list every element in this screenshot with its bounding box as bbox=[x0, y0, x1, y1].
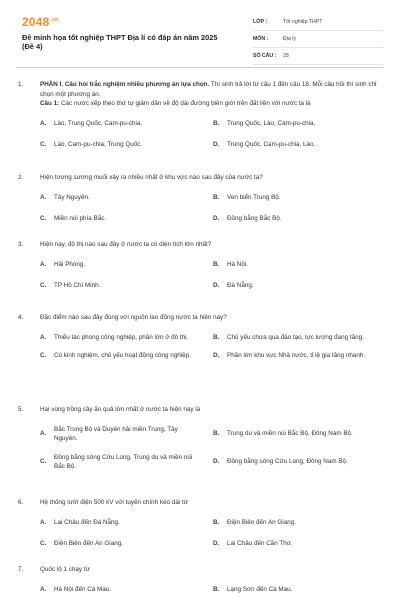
question-1 bbox=[18, 80, 384, 150]
option-a[interactable] bbox=[40, 425, 213, 444]
question-text: Hai vùng trồng cây ăn quả lớn nhất ở nước ta hiện nay là bbox=[40, 406, 201, 413]
option-b[interactable] bbox=[213, 518, 386, 528]
option-text: Đà Nẵng. bbox=[227, 282, 254, 289]
option-letter: B. bbox=[213, 430, 220, 438]
info-label: MÔN : bbox=[253, 36, 269, 42]
option-letter: A. bbox=[40, 260, 47, 268]
option-d[interactable] bbox=[213, 351, 386, 361]
logo-tld: .vn bbox=[50, 17, 59, 23]
question-number: 6. bbox=[18, 499, 24, 506]
question-2 bbox=[18, 173, 384, 224]
option-d[interactable] bbox=[213, 539, 386, 549]
question-header bbox=[18, 313, 384, 323]
question-4 bbox=[18, 313, 384, 361]
part-intro: Thí sinh trả lời từ câu 1 đến câu 18. Mỗi câu hỏi thí sinh chỉ chọn một phương án. bbox=[40, 81, 377, 98]
option-letter: A. bbox=[40, 430, 47, 438]
options-grid bbox=[18, 518, 384, 549]
option-text: Đồng bằng Bắc Bộ. bbox=[227, 215, 282, 222]
option-a[interactable] bbox=[40, 585, 213, 595]
question-text: Hiện tượng sương muối xảy ra nhiều nhất ở khu vực nào sau đây của nước ta? bbox=[40, 174, 263, 181]
options-grid bbox=[18, 193, 384, 224]
option-a[interactable] bbox=[40, 260, 213, 270]
options-grid bbox=[18, 260, 384, 291]
option-c[interactable] bbox=[40, 214, 213, 224]
option-letter: C. bbox=[40, 141, 47, 148]
option-letter: D. bbox=[213, 215, 220, 222]
question-text: Các nước xếp theo thứ tự giảm dần về độ dài đường biên giới trên đất liền với nước ta là bbox=[59, 100, 311, 107]
option-text: Trung Quốc, Cam-pu-chia, Lào. bbox=[227, 141, 316, 148]
option-text: Lạng Sơn đến Cà Mau. bbox=[227, 585, 293, 593]
question-number: 4. bbox=[18, 314, 24, 321]
option-letter: C. bbox=[40, 352, 47, 359]
question-number: 5. bbox=[18, 406, 24, 413]
option-d[interactable] bbox=[213, 140, 386, 150]
option-a[interactable] bbox=[40, 333, 213, 343]
option-letter: C. bbox=[40, 458, 47, 466]
question-text: Đặc điểm nào sau đây đúng với nguồn lao động nước ta hiện nay? bbox=[40, 314, 227, 321]
question-5 bbox=[18, 405, 384, 472]
option-text: Đồng bằng sông Cửu Long, Trung du và miền núi Bắc Bộ. bbox=[54, 453, 193, 470]
question-number: 7. bbox=[18, 566, 24, 573]
option-c[interactable] bbox=[40, 140, 213, 150]
site-logo[interactable] bbox=[22, 15, 58, 29]
option-c[interactable] bbox=[40, 453, 213, 472]
info-label: SỐ CÂU : bbox=[253, 53, 277, 59]
option-letter: C. bbox=[40, 215, 47, 222]
question-text: Hiện nay, đô thị nào sau đây ở nước ta có diện tích lớn nhất? bbox=[40, 241, 212, 248]
question-header bbox=[18, 80, 384, 109]
info-value: Tốt nghiệp THPT bbox=[283, 19, 323, 25]
option-a[interactable] bbox=[40, 119, 213, 129]
question-header bbox=[18, 240, 384, 250]
info-value: 28 bbox=[283, 53, 289, 59]
option-letter: A. bbox=[40, 333, 47, 341]
option-c[interactable] bbox=[40, 281, 213, 291]
option-text: Ven biển Trung Bộ. bbox=[227, 193, 281, 201]
option-text: Đồng bằng sông Cửu Long, Đông Nam Bộ. bbox=[227, 458, 348, 466]
option-d[interactable] bbox=[213, 453, 386, 472]
question-header bbox=[18, 405, 384, 415]
question-body bbox=[40, 80, 384, 109]
option-letter: D. bbox=[213, 282, 220, 289]
info-row-subject bbox=[253, 31, 383, 48]
part-title: PHẦN I. Câu hỏi trắc nghiệm nhiều phương án lựa chọn. bbox=[40, 81, 210, 88]
option-text: Lào, Trung Quốc, Cam-pu-chia. bbox=[54, 119, 143, 127]
option-letter: D. bbox=[213, 352, 220, 359]
option-text: Có kinh nghiệm, chủ yếu hoạt động công nghiệp. bbox=[54, 352, 191, 359]
option-text: Bắc Trung Bộ và Duyên hải miền Trung, Tây Nguyên. bbox=[54, 425, 178, 442]
option-b[interactable] bbox=[213, 260, 386, 270]
option-text: Hà Nội đến Cà Mau. bbox=[54, 585, 112, 593]
options-grid bbox=[18, 119, 384, 150]
question-number: 2. bbox=[18, 174, 24, 181]
option-text: TP Hồ Chí Minh. bbox=[54, 282, 101, 289]
option-letter: A. bbox=[40, 193, 47, 201]
option-letter: B. bbox=[213, 333, 220, 341]
option-letter: D. bbox=[213, 540, 220, 547]
option-letter: B. bbox=[213, 585, 220, 593]
question-header bbox=[18, 565, 384, 575]
option-a[interactable] bbox=[40, 193, 213, 203]
option-text: Miền núi phía Bắc. bbox=[54, 215, 107, 222]
option-text: Lai Châu đến Cần Thơ. bbox=[227, 540, 293, 547]
option-letter: B. bbox=[213, 193, 220, 201]
option-letter: A. bbox=[40, 585, 47, 593]
question-number: 1. bbox=[18, 81, 24, 88]
info-value: Địa lý bbox=[283, 36, 296, 42]
option-c[interactable] bbox=[40, 351, 213, 361]
option-text: Điện Biên đến An Giang. bbox=[227, 518, 296, 526]
option-b[interactable] bbox=[213, 425, 386, 444]
option-text: Chủ yếu chưa qua đào tạo, lực lượng đang tăng. bbox=[227, 333, 364, 341]
options-grid bbox=[18, 425, 384, 472]
question-text: Quốc lộ 1 chạy từ bbox=[40, 566, 90, 573]
option-text: Phần lớn khu vực Nhà nước, tỉ lệ gia tăng nhanh. bbox=[227, 352, 366, 359]
question-header bbox=[18, 173, 384, 183]
question-6 bbox=[18, 498, 384, 549]
question-sub-label: Câu 1: bbox=[40, 100, 60, 107]
option-b[interactable] bbox=[213, 119, 386, 129]
option-letter: C. bbox=[40, 282, 47, 289]
logo-text: 2048 bbox=[22, 15, 50, 29]
option-text: Thiếu tác phong công nghiệp, phần lớn ở đô thị. bbox=[54, 333, 189, 341]
option-letter: A. bbox=[40, 119, 47, 127]
option-text: Tây Nguyên. bbox=[54, 193, 90, 201]
option-text: Hải Phòng. bbox=[54, 260, 86, 268]
options-grid bbox=[18, 585, 384, 595]
header-divider bbox=[16, 67, 384, 68]
option-letter: D. bbox=[213, 141, 220, 148]
option-a[interactable] bbox=[40, 518, 213, 528]
info-row-count bbox=[253, 48, 383, 65]
option-b[interactable] bbox=[213, 193, 386, 203]
option-b[interactable] bbox=[213, 585, 386, 595]
question-header bbox=[18, 498, 384, 508]
option-letter: C. bbox=[40, 540, 47, 547]
options-grid bbox=[18, 333, 384, 361]
info-label: LỚP : bbox=[253, 19, 268, 25]
option-text: Trung du và miền núi Bắc Bộ, Đông Nam Bộ. bbox=[227, 430, 353, 438]
option-text: Trung Quốc, Lào, Cam-pu-chia. bbox=[227, 119, 316, 127]
option-letter: D. bbox=[213, 458, 220, 466]
option-letter: B. bbox=[213, 260, 220, 268]
option-text: Lai Châu đến Đà Nẵng. bbox=[54, 518, 120, 526]
question-3 bbox=[18, 240, 384, 291]
exam-info-panel bbox=[253, 14, 383, 65]
option-d[interactable] bbox=[213, 281, 386, 291]
option-text: Lào, Cam-pu-chia, Trung Quốc. bbox=[54, 141, 143, 148]
option-d[interactable] bbox=[213, 214, 386, 224]
question-7 bbox=[18, 565, 384, 594]
option-letter: B. bbox=[213, 119, 220, 127]
option-c[interactable] bbox=[40, 539, 213, 549]
option-letter: A. bbox=[40, 518, 47, 526]
option-b[interactable] bbox=[213, 333, 386, 343]
question-number: 3. bbox=[18, 241, 24, 248]
document-title: Đề minh họa tốt nghiệp THPT Địa lí có đáp án năm 2025 (Đề 4) bbox=[22, 33, 218, 51]
info-row-class bbox=[253, 14, 383, 31]
option-text: Điện Biên đến An Giang. bbox=[54, 540, 123, 547]
question-text: Hệ thống lưới điện 500 kV với tuyến chính kéo dài từ bbox=[40, 499, 188, 506]
option-text: Hà Nội. bbox=[227, 260, 248, 268]
option-letter: B. bbox=[213, 518, 220, 526]
